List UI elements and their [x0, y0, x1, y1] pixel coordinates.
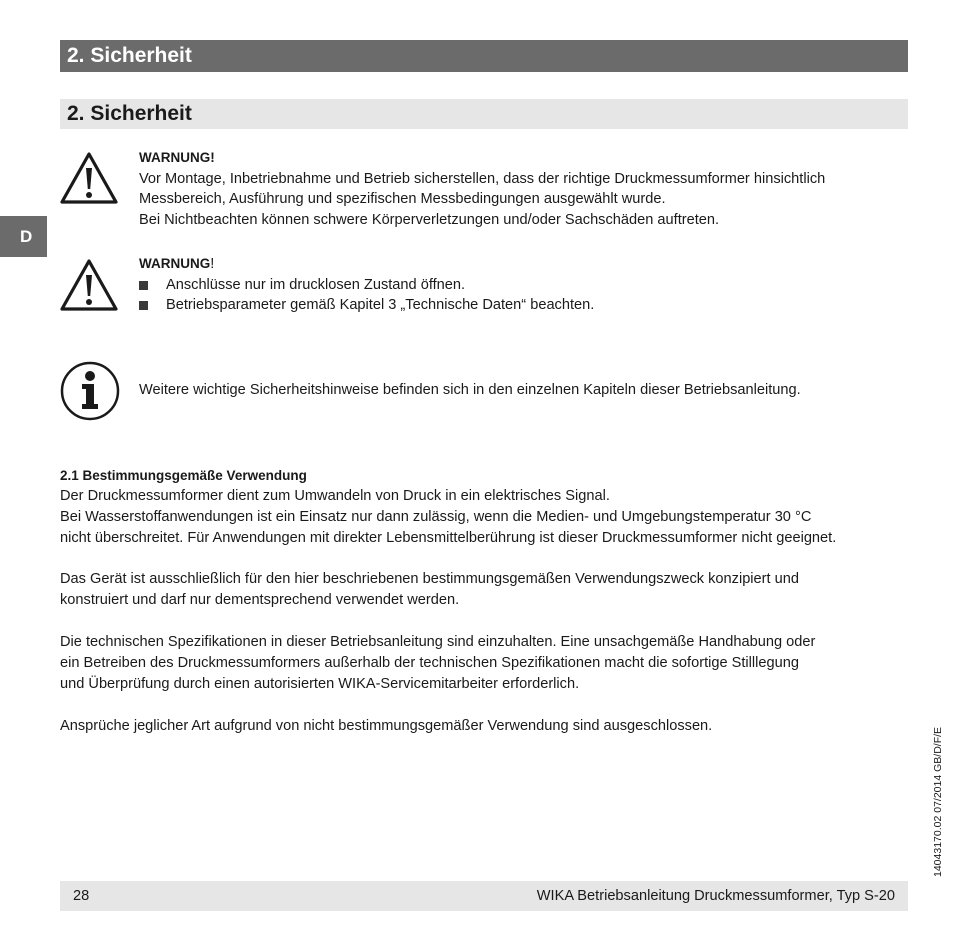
- language-tab-label: D: [20, 227, 33, 246]
- warning-title: WARNUNG: [139, 256, 211, 271]
- warning-triangle-icon: [59, 151, 119, 205]
- paragraph: [60, 632, 910, 695]
- paragraph-line: ein Betreiben des Druckmessumformers außerhalb der technischen Spezifikationen macht die sofortige Stilllegung: [60, 655, 799, 671]
- language-tab: [0, 216, 47, 257]
- bullet-square-icon: [139, 281, 148, 290]
- warning-block-1: [139, 148, 909, 230]
- info-text: Weitere wichtige Sicherheitshinweise befinden sich in den einzelnen Kapiteln dieser Betriebsanleitung.: [139, 382, 801, 398]
- paragraph-line: Das Gerät ist ausschließlich für den hier beschriebenen bestimmungsgemäßen Verwendungszweck konzipiert und: [60, 571, 799, 587]
- bullet-text: Anschlüsse nur im drucklosen Zustand öffnen.: [166, 276, 466, 293]
- document-title: WIKA Betriebsanleitung Druckmessumformer, Typ S-20: [536, 888, 895, 904]
- warning-text-line: Bei Nichtbeachten können schwere Körperverletzungen und/oder Sachschäden auftreten.: [139, 211, 720, 228]
- section-title: 2. Sicherheit: [67, 102, 192, 125]
- paragraph-line: Der Druckmessumformer dient zum Umwandeln von Druck in ein elektrisches Signal.: [60, 488, 610, 504]
- paragraph: [60, 569, 910, 611]
- warning-title: WARNUNG!: [139, 150, 215, 165]
- document-code: 14043170.02 07/2014 GB/D/F/E: [932, 726, 944, 877]
- warning-title-line: [139, 254, 909, 275]
- page-footer: [60, 881, 908, 911]
- paragraph-line: Die technischen Spezifikationen in dieser Betriebsanleitung sind einzuhalten. Eine unsachgemäße Handhabung oder: [60, 634, 816, 650]
- chapter-title: 2. Sicherheit: [67, 44, 192, 67]
- section-2-1: [60, 465, 910, 549]
- bullet-square-icon: [139, 301, 148, 310]
- info-icon: [60, 361, 120, 421]
- bullet-item: [139, 295, 909, 316]
- paragraph: [60, 716, 910, 737]
- warning-text-line: Vor Montage, Inbetriebnahme und Betrieb sicherstellen, dass der richtige Druckmessumformer hinsichtlich: [139, 170, 826, 187]
- paragraph-line: nicht überschreitet. Für Anwendungen mit direkter Lebensmittelberührung ist dieser Druckmessumformer nicht geeignet.: [60, 530, 837, 546]
- warning-block-2: [139, 254, 909, 316]
- page-number: 28: [73, 888, 90, 904]
- paragraph-line: Bei Wasserstoffanwendungen ist ein Einsatz nur dann zulässig, wenn die Medien- und Umgebungstemperatur 30 °C: [60, 509, 812, 525]
- chapter-header: [60, 40, 908, 72]
- section-header: [60, 99, 908, 129]
- warning-text-line: Messbereich, Ausführung und spezifischen Messbedingungen ausgewählt wurde.: [139, 191, 666, 207]
- warning-triangle-icon: [59, 258, 119, 312]
- warning-title-suffix: !: [210, 256, 215, 272]
- bullet-text: Betriebsparameter gemäß Kapitel 3 „Technische Daten“ beachten.: [166, 297, 595, 313]
- paragraph-line: konstruiert und darf nur dementsprechend verwendet werden.: [60, 592, 460, 608]
- bullet-item: [139, 275, 909, 296]
- paragraph-line: Ansprüche jeglicher Art aufgrund von nicht bestimmungsgemäßer Verwendung sind ausgeschlossen.: [60, 718, 713, 734]
- section-subtitle: 2.1 Bestimmungsgemäße Verwendung: [60, 468, 307, 483]
- paragraph-line: und Überprüfung durch einen autorisierten WIKA-Servicemitarbeiter erforderlich.: [60, 676, 580, 692]
